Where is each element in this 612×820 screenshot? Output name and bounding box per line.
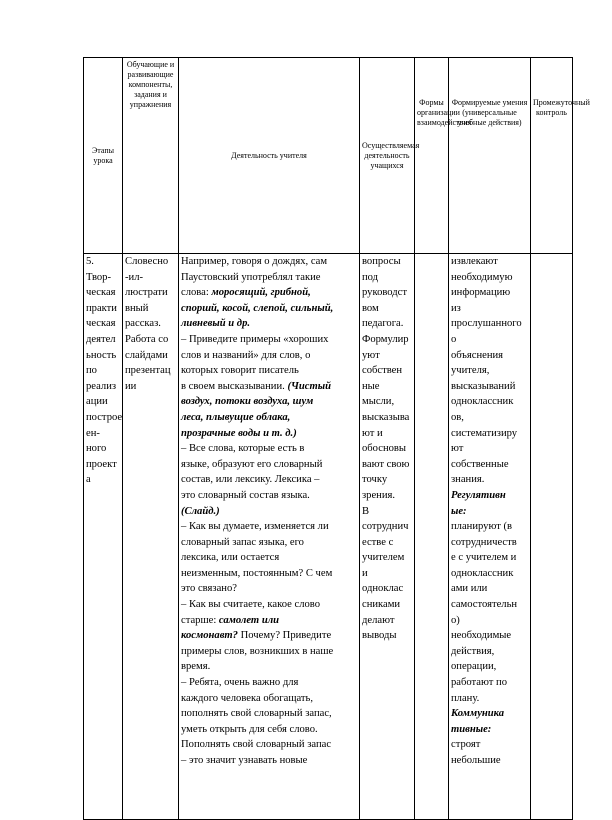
lesson-plan-table <box>83 57 590 820</box>
header-teacher-activity: Деятельность учителя <box>179 58 360 254</box>
header-skills: Формируемые умения (универсальные учебные действия) <box>449 58 531 254</box>
skills-line: информацию <box>451 287 511 299</box>
skills-line: сотрудничеств <box>451 536 517 548</box>
control-cell <box>531 254 573 820</box>
student-activity-cell: вопросы под руководст вом педагога. Формулир уют собствен ные мысли, высказыва ют и обосновы вают свою точку зрения. В сотруднич естве с учителем и одноклас сниками делают выводы <box>360 254 415 820</box>
skills-line: плану. <box>451 692 480 704</box>
stage-cell: 5. Твор- ческая практи ческая деятел ьность по реализ ации построе ен- ного проект а <box>84 254 123 820</box>
skills-line: извлекают <box>451 256 498 267</box>
skills-line: действия, <box>451 645 495 657</box>
skills-line: строят <box>451 739 481 751</box>
skills-line: знания. <box>451 474 485 486</box>
skills-cell <box>449 254 531 820</box>
skills-line: высказываний <box>451 380 516 392</box>
skills-line: из <box>451 302 461 314</box>
skills-line: е с учителем и <box>451 552 517 564</box>
skills-line: собственные <box>451 458 509 470</box>
skills-line: систематизиру <box>451 427 518 439</box>
skills-line: планируют (в <box>451 521 513 533</box>
header-row <box>84 58 573 254</box>
interaction-forms-cell <box>415 254 449 820</box>
table-row <box>84 254 573 820</box>
skills-line: Коммуника <box>451 708 505 720</box>
components-cell: Словесно -ил- люстрати вный рассказ. Работа со слайдами презентац ии <box>123 254 179 820</box>
skills-list <box>451 254 528 769</box>
skills-line: одноклассник <box>451 396 514 408</box>
header-stages: Этапы урока <box>84 58 123 254</box>
skills-line: самостоятельн <box>451 599 518 611</box>
skills-line: Регулятивн <box>451 489 506 501</box>
skills-line: одноклассник <box>451 567 514 579</box>
skills-line: о <box>451 333 457 345</box>
skills-line: учителя, <box>451 365 490 377</box>
skills-line: ые: <box>451 505 467 517</box>
skills-line: работают по <box>451 677 508 689</box>
skills-line: ют <box>451 443 464 455</box>
header-control: Промежуточный контроль <box>531 58 573 254</box>
skills-line: прослушанного <box>451 318 522 330</box>
skills-line: тивные: <box>451 723 492 735</box>
header-components: Обучающие и развивающие компоненты, задания и упражнения <box>123 58 179 254</box>
skills-line: объяснения <box>451 349 504 361</box>
teacher-activity-cell: Например, говоря о дождях, сам Паустовский употреблял такие слова: моросящий, грибной, споршй, косой, слепой, сильный, ливневый и др. – Приведите примеры «хороших слов и названий» для слов, о которых говорит писатель в своем высказывании. (Чистый воздух, потоки воздуха, шум леса, плывущие облака, прозрачные воды и т. д.) – Все слова, которые есть в языке, образуют его словарный состав, или лексику. Лексика – это словарный состав языка. (Слайд.) – Как вы думаете, изменяется ли словарный запас языка, его лексика, или остается неизменным, постоянным? С чем это связано? – Как вы считаете, какое слово старше: самолет или космонавт? Почему? Приведите примеры слов, возникших в наше время. – Ребята, очень важно для каждого человека обогащать, пополнять свой словарный запас, уметь открыть для себя слово. Пополнять свой словарный запас – это значит узнавать новые <box>179 254 360 820</box>
skills-line: небольшие <box>451 755 501 766</box>
header-interaction-forms: Формы организации взаимодействия <box>415 58 449 254</box>
skills-line: ов, <box>451 411 464 423</box>
skills-line: необходимые <box>451 630 512 642</box>
header-student-activity: Осуществляемая деятельность учащихся <box>360 58 415 254</box>
skills-line: необходимую <box>451 271 513 283</box>
skills-line: ами или <box>451 583 488 595</box>
skills-line: операции, <box>451 661 497 673</box>
skills-line: о) <box>451 614 460 626</box>
